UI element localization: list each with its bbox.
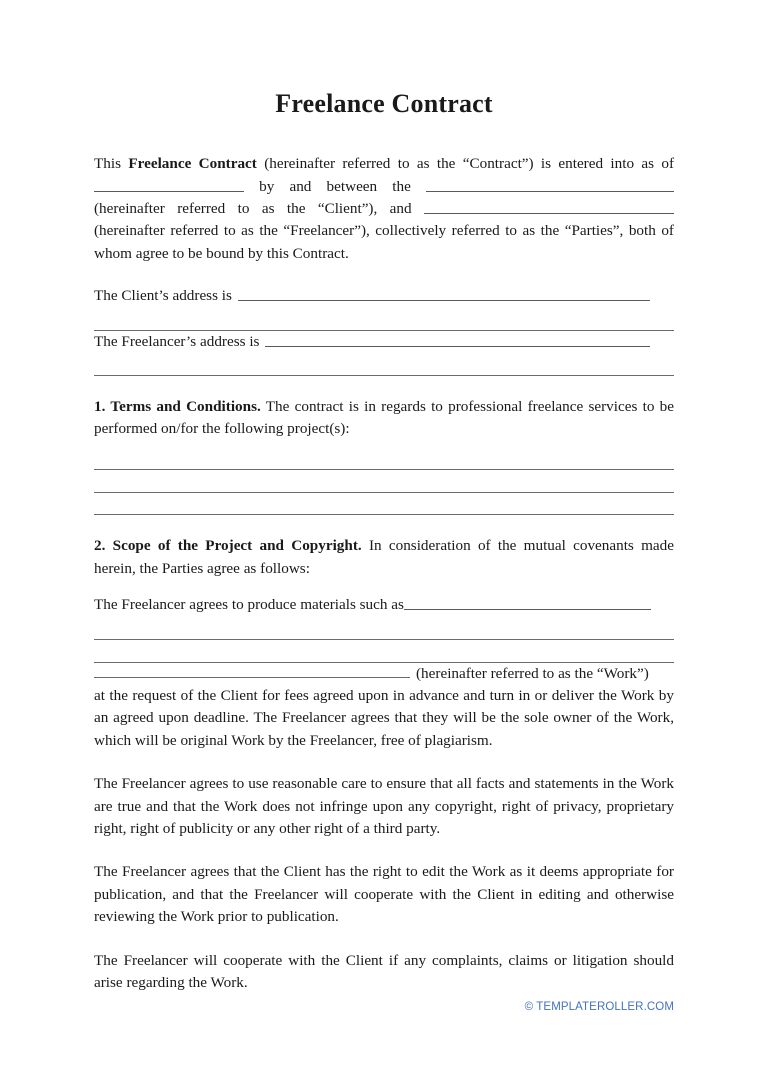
blank-line-row [94, 640, 674, 663]
project-fill-in-rule[interactable] [94, 514, 674, 515]
section-2-paragraph-1: The Freelancer agrees to use reasonable care to ensure that all facts and statements in the Work are true and that the Work does not infringe upon any copyright, right of privacy, proprietary right, right of publicity or any other right of a third party. [94, 775, 674, 837]
section-1-heading: 1. Terms and Conditions. [94, 398, 261, 416]
blank-line-row [94, 493, 674, 516]
client-address-fill-in-rule[interactable] [238, 287, 650, 301]
freelancer-address-continuation-row [94, 353, 674, 376]
blank-line-row [94, 448, 674, 471]
produce-materials-label: The Freelancer agrees to produce materials such as [94, 596, 404, 614]
intro-text-mid1: by and between the [244, 177, 426, 195]
intro-text-mid2: (hereinafter referred to as the “Client”), and [94, 200, 424, 217]
freelancer-address-continuation-rule[interactable] [94, 375, 674, 376]
spacer [94, 376, 674, 396]
freelancer-address-label: The Freelancer’s address is [94, 332, 260, 350]
work-fill-in-rule[interactable] [94, 664, 410, 678]
produce-materials-row [94, 594, 674, 616]
section-2-paragraph-2: The Freelancer agrees that the Client has the right to edit the Work as it deems appropriate for publication, and that the Freelancer will cooperate with the Client in editing and otherwise reviewing the Work prior to publication. [94, 863, 674, 926]
section-1-body: The contract is in regards to professional freelance services to be performed on/for the following project(s): [94, 398, 674, 438]
section-2-blank-lines [94, 618, 674, 663]
spacer [94, 265, 674, 285]
work-caption: (hereinafter referred to as the “Work”) [416, 664, 649, 682]
intro-text-bold: Freelance Contract [128, 155, 257, 173]
freelancer-address-row [94, 331, 674, 353]
intro-text-pre: This [94, 155, 129, 173]
page-title: Freelance Contract [275, 89, 493, 118]
section-1-blank-lines [94, 448, 674, 516]
section-2-continuation: at the request of the Client for fees agreed upon in advance and turn in or deliver the Work by an agreed upon deadline. The Freelancer agrees that they will be the sole owner of the Work, which will be original Work by the Freelancer, free of plagiarism. [94, 686, 674, 749]
freelancer-name-fill-in-rule[interactable] [424, 200, 674, 214]
materials-fill-in-rule[interactable] [94, 639, 674, 640]
section-2-paragraph-3: The Freelancer will cooperate with the Client if any complaints, claims or litigation should arise regarding the Work. [94, 951, 674, 992]
document-content [94, 88, 674, 994]
work-definition-row [94, 663, 674, 685]
spacer [94, 515, 674, 535]
blank-line-row [94, 470, 674, 493]
project-fill-in-rule[interactable] [94, 492, 674, 493]
intro-text-post: (hereinafter referred to as the “Contract”) is entered into as of [256, 155, 675, 173]
client-name-fill-in-rule[interactable] [426, 178, 674, 192]
section-2-heading: 2. Scope of the Project and Copyright. [94, 537, 362, 555]
section-2-body: In consideration of the mutual covenants made herein, the Parties agree as follows: [94, 537, 674, 577]
client-address-row [94, 285, 674, 307]
footer-watermark: © TEMPLATEROLLER.COM [524, 1001, 674, 1013]
section-2-paragraph [94, 535, 674, 580]
intro-paragraph [94, 153, 674, 265]
materials-fill-in-rule[interactable] [404, 596, 651, 610]
freelancer-address-fill-in-rule[interactable] [265, 333, 650, 347]
blank-line-row [94, 618, 674, 641]
section-1-paragraph [94, 396, 674, 441]
spacer [94, 580, 674, 594]
client-address-label: The Client’s address is [94, 287, 232, 305]
project-fill-in-rule[interactable] [94, 469, 674, 470]
date-fill-in-rule[interactable] [94, 178, 244, 192]
intro-text-end: (hereinafter referred to as the “Freelancer”), collectively referred to as the “Parties”, both of whom agree to be bound by this Contract. [94, 222, 674, 262]
client-address-continuation-row [94, 308, 674, 331]
